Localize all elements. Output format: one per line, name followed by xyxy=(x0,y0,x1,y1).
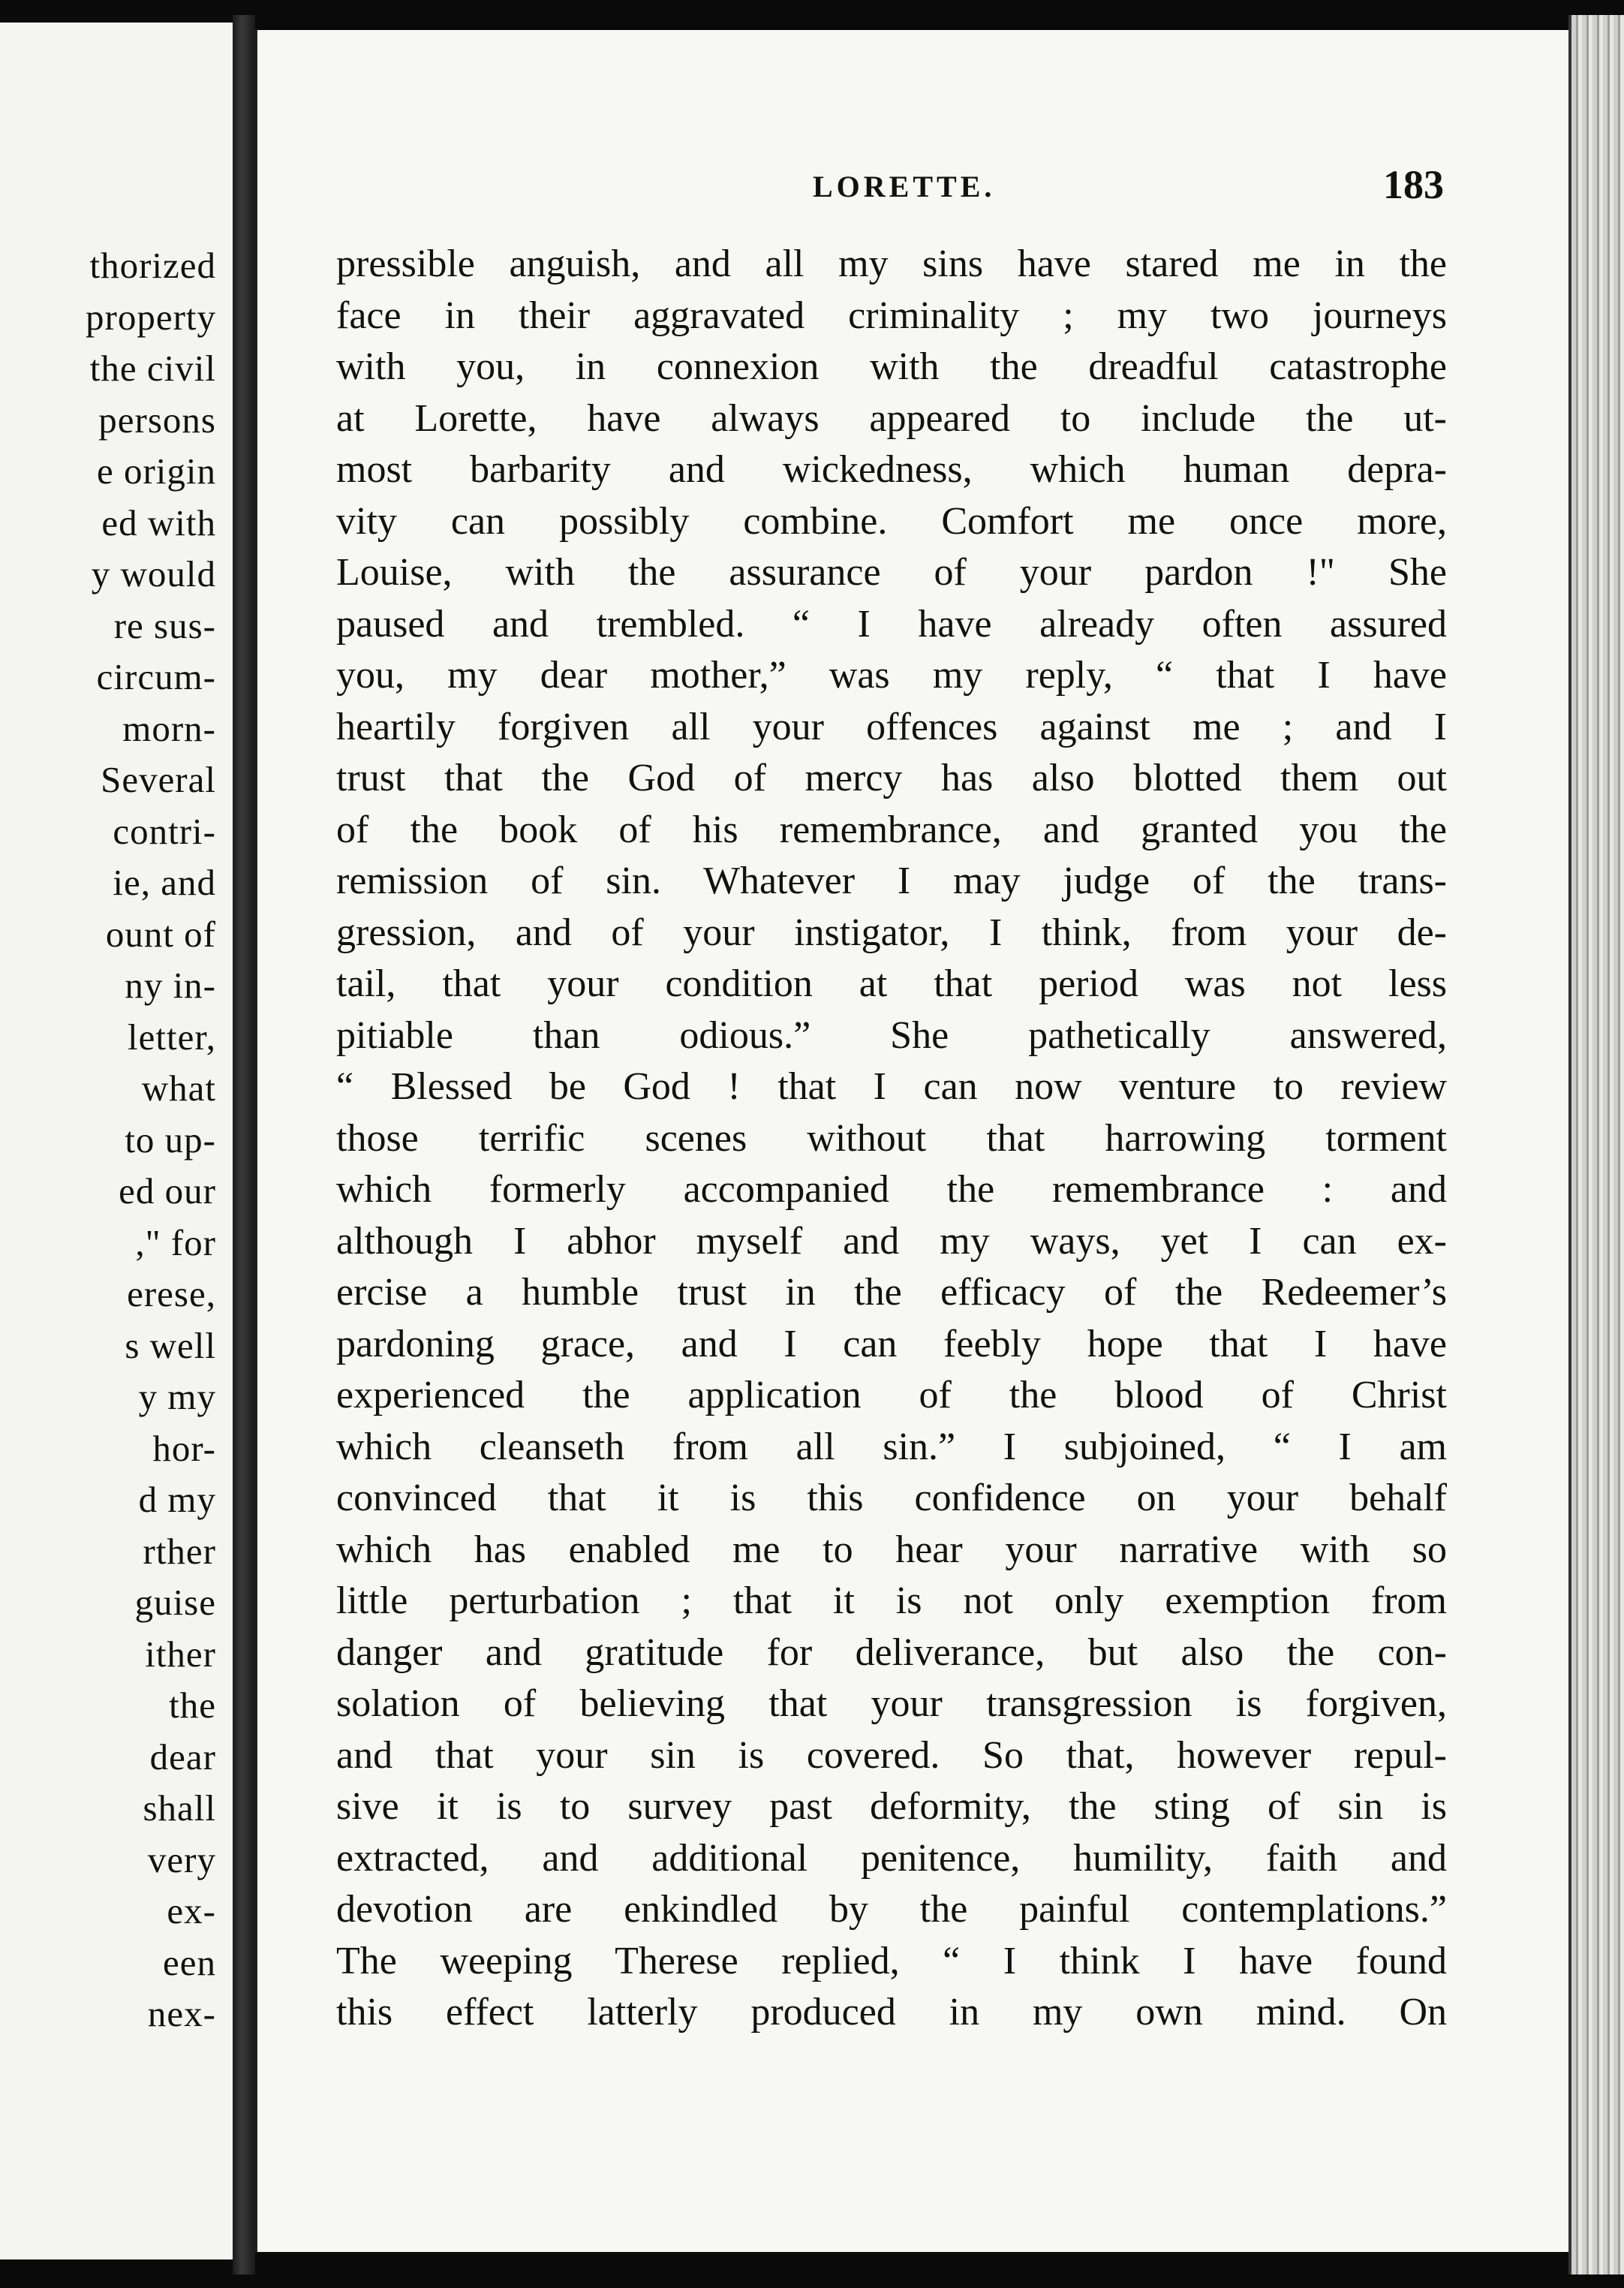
text-line: which formerly accompanied the remembrance : and xyxy=(336,1168,1447,1211)
text-line: danger and gratitude for deliverance, but also the con- xyxy=(336,1630,1447,1674)
left-page-line: re sus- xyxy=(113,604,216,646)
text-line: “ Blessed be God ! that I can now venture to review xyxy=(336,1065,1447,1108)
text-line: sive it is to survey past deformity, the sting of sin is xyxy=(336,1785,1447,1828)
left-page-line: ither xyxy=(145,1633,216,1675)
text-line: devotion are enkindled by the painful contemplations.” xyxy=(336,1888,1447,1931)
left-page-line: persons xyxy=(98,399,216,441)
left-page-line: the xyxy=(169,1684,216,1726)
text-line: face in their aggravated criminality ; my two journeys xyxy=(336,294,1447,337)
text-line: paused and trembled. “ I have already often assured xyxy=(336,602,1447,646)
left-page-line: what xyxy=(141,1067,216,1109)
left-page-line: nex- xyxy=(147,1993,216,2034)
page-number: 183 xyxy=(1383,162,1444,207)
left-page-line: ex- xyxy=(167,1890,216,1931)
left-page-line: rther xyxy=(143,1530,216,1572)
text-line: ercise a humble trust in the efficacy of the Redeemer’s xyxy=(336,1271,1447,1314)
left-page-line: ie, and xyxy=(113,862,216,903)
text-line: solation of believing that your transgression is forgiven, xyxy=(336,1682,1447,1725)
left-page-line: een xyxy=(163,1941,216,1983)
left-page-line: property xyxy=(86,296,216,338)
text-line: this effect latterly produced in my own mind. On xyxy=(336,1991,1447,2034)
text-line: most barbarity and wickedness, which human depra- xyxy=(336,448,1447,491)
text-line: remission of sin. Whatever I may judge of the trans- xyxy=(336,860,1447,902)
text-line: which cleanseth from all sin.” I subjoined, “ I am xyxy=(336,1425,1447,1468)
left-page-line: thorized xyxy=(89,245,216,286)
right-page xyxy=(255,30,1578,2252)
page-edge xyxy=(1568,15,1624,2274)
text-line: pardoning grace, and I can feebly hope that I have xyxy=(336,1322,1447,1365)
text-line: heartily forgiven all your offences against me ; and I xyxy=(336,705,1447,748)
left-page-line: letter, xyxy=(128,1016,216,1058)
text-line: pitiable than odious.” She pathetically answered, xyxy=(336,1013,1447,1057)
text-line: experienced the application of the blood of Christ xyxy=(336,1374,1447,1416)
left-page-line: ount of xyxy=(105,913,216,955)
text-line: little perturbation ; that it is not only exemption from xyxy=(336,1579,1447,1622)
text-line: which has enabled me to hear your narrative with so xyxy=(336,1528,1447,1571)
text-line: gression, and of your instigator, I think, from your de- xyxy=(336,911,1447,954)
left-page-text xyxy=(0,240,216,2040)
text-line: those terrific scenes without that harrowing torment xyxy=(336,1116,1447,1160)
text-line: although I abhor myself and my ways, yet I can ex- xyxy=(336,1219,1447,1263)
book-gutter xyxy=(233,15,255,2274)
left-page-line: e origin xyxy=(96,450,216,492)
body-text xyxy=(336,239,1447,2039)
left-page-line: contri- xyxy=(113,810,216,852)
left-page-line: morn- xyxy=(122,707,216,749)
left-page-line: ed with xyxy=(101,501,216,543)
left-page-line: to up- xyxy=(125,1118,216,1161)
left-page-line: guise xyxy=(134,1582,216,1623)
left-page-line: y my xyxy=(138,1376,216,1417)
text-line: tail, that your condition at that period was not less xyxy=(336,962,1447,1005)
text-line: The weeping Therese replied, “ I think I have found xyxy=(336,1939,1447,1982)
left-page-line: ed our xyxy=(119,1170,216,1212)
left-page-line: hor- xyxy=(152,1427,216,1469)
left-page-line: d my xyxy=(138,1479,216,1520)
left-page-line: erese, xyxy=(127,1273,216,1314)
left-facing-page xyxy=(0,23,237,2259)
text-line: of the book of his remembrance, and granted you the xyxy=(336,808,1447,851)
left-page-line: dear xyxy=(149,1736,216,1778)
left-page-line: circum- xyxy=(96,656,216,697)
text-line: Louise, with the assurance of your pardon !" She xyxy=(336,551,1447,594)
text-line: with you, in connexion with the dreadful catastrophe xyxy=(336,345,1447,388)
text-line: vity can possibly combine. Comfort me once more, xyxy=(336,499,1447,543)
left-page-line: s well xyxy=(125,1324,216,1366)
text-line: extracted, and additional penitence, humility, faith and xyxy=(336,1836,1447,1880)
text-line: at Lorette, have always appeared to include the ut- xyxy=(336,396,1447,440)
text-line: trust that the God of mercy has also blotted them out xyxy=(336,757,1447,799)
left-page-line: the civil xyxy=(89,348,216,389)
text-line: you, my dear mother,” was my reply, “ that I have xyxy=(336,654,1447,697)
text-line: convinced that it is this confidence on your behalf xyxy=(336,1477,1447,1519)
left-page-line: very xyxy=(147,1838,216,1880)
text-line: pressible anguish, and all my sins have stared me in the xyxy=(336,242,1447,285)
left-page-line: ," for xyxy=(135,1221,216,1263)
left-page-line: shall xyxy=(143,1787,216,1829)
left-page-line: y would xyxy=(91,553,216,595)
left-page-line: Several xyxy=(101,759,216,800)
running-header: LORETTE. xyxy=(813,170,996,203)
left-page-line: ny in- xyxy=(125,965,216,1006)
text-line: and that your sin is covered. So that, however repul- xyxy=(336,1733,1447,1777)
